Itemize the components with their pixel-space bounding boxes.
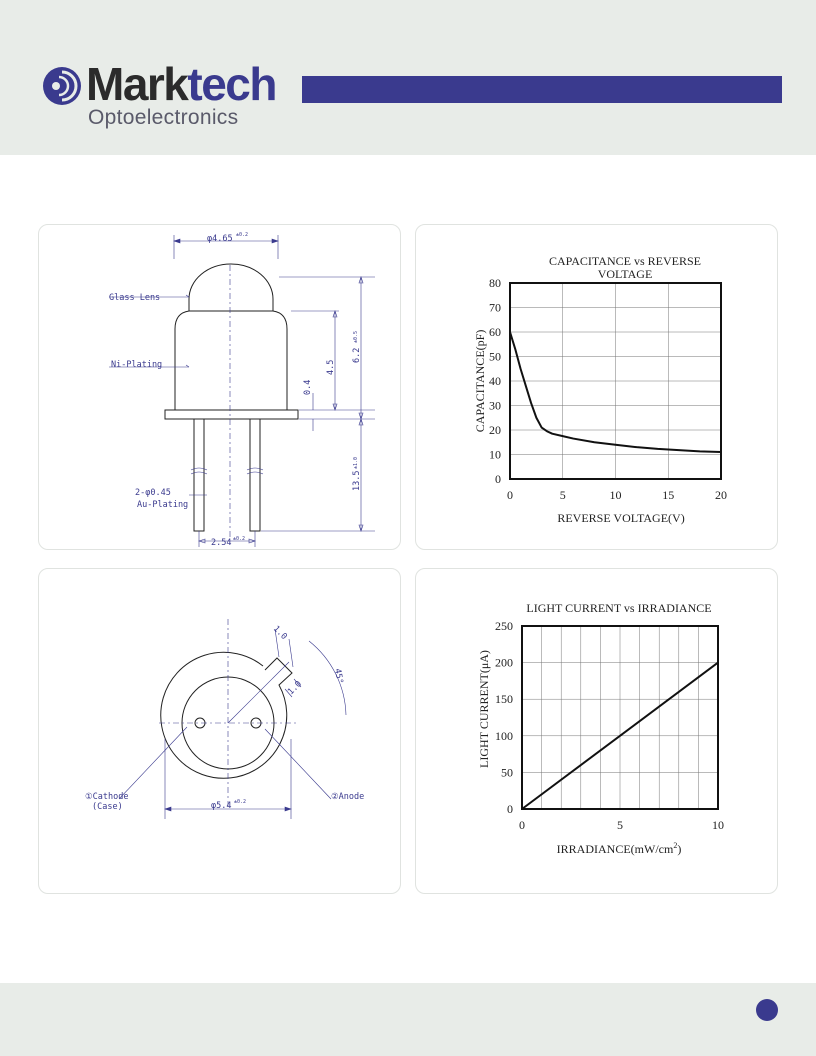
- capacitance-chart: [416, 225, 779, 551]
- x-tick-label: 10: [712, 818, 724, 832]
- label-ni-plating: Ni-Plating: [111, 360, 163, 370]
- x-tick-label: 10: [609, 488, 622, 502]
- brand-tagline: Optoelectronics: [88, 106, 239, 129]
- x-tick-label: 0: [519, 818, 525, 832]
- x-tick-label: 20: [715, 488, 727, 502]
- x-tick-label: 5: [617, 818, 623, 832]
- brand-name-part2: tech: [187, 58, 276, 110]
- page-marker-dot: [756, 999, 778, 1021]
- x-axis-label-end: ): [677, 842, 682, 856]
- glass-lens-outline: [189, 264, 273, 299]
- page-header: [0, 0, 816, 155]
- dim-lead-length: 13.5: [352, 470, 362, 491]
- y-tick-label: 150: [495, 692, 513, 707]
- dim-total-height-tol: ±0.5: [353, 330, 359, 343]
- label-au-plating: Au-Plating: [137, 500, 189, 510]
- y-axis-label: CAPACITANCE(pF): [473, 329, 487, 433]
- dim-total-height: 6.2: [352, 347, 362, 363]
- y-tick-label: 20: [489, 423, 501, 437]
- label-anode: ②Anode: [331, 792, 365, 802]
- brand-name: [86, 58, 276, 110]
- chart-title: LIGHT CURRENT vs IRRADIANCE: [526, 601, 712, 615]
- y-tick-label: 60: [489, 325, 501, 339]
- x-tick-label: 5: [559, 488, 566, 502]
- dim-tab-angle: 45°: [332, 667, 345, 685]
- y-tick-label: 0: [495, 472, 501, 486]
- label-glass-lens: Glass Lens: [109, 293, 161, 303]
- y-tick-label: 0: [507, 802, 513, 816]
- package-outline-drawing: [39, 225, 402, 551]
- dim-lead-length-tol: ±1.0: [353, 456, 359, 469]
- label-cathode-case: (Case): [92, 802, 123, 812]
- x-tick-label: 0: [507, 488, 513, 502]
- label-cathode: ①Cathode: [85, 792, 129, 802]
- y-tick-label: 100: [495, 728, 513, 743]
- y-axis-label: LIGHT CURRENT(μA): [477, 650, 491, 768]
- y-tick-label: 50: [489, 349, 501, 364]
- chart-title-line2: VOLTAGE: [597, 267, 653, 281]
- lead-right: [250, 419, 260, 531]
- x-axis-label-main: IRRADIANCE(mW/cm: [556, 842, 674, 856]
- light-current-chart-panel: [415, 568, 778, 894]
- x-axis-label-sup: 2: [673, 841, 678, 850]
- dim-lead-pitch: 2.54: [211, 538, 232, 548]
- lead-left: [194, 419, 204, 531]
- chart-title-line1: CAPACITANCE vs REVERSE: [549, 254, 701, 268]
- capacitance-chart-panel: [415, 224, 778, 550]
- light-current-chart: [416, 569, 779, 895]
- x-tick-label: 15: [662, 488, 675, 502]
- y-tick-label: 80: [489, 276, 501, 290]
- dim-base-diameter-tol: ±0.2: [234, 799, 247, 805]
- y-tick-label: 40: [489, 374, 501, 388]
- base-view-drawing: [39, 569, 402, 895]
- y-tick-label: 10: [489, 447, 501, 462]
- y-tick-label: 200: [495, 655, 513, 670]
- brand-name-part1: Mark: [86, 58, 188, 110]
- plot-area: [522, 626, 718, 809]
- header-accent-bar: [302, 76, 782, 103]
- page-footer: [0, 983, 816, 1056]
- dim-body-height: 4.5: [326, 359, 336, 375]
- dim-lead-pitch-tol: ±0.2: [233, 536, 246, 542]
- dim-base-diameter: φ5.4: [211, 801, 232, 811]
- dim-lens-diameter-tol: ±0.2: [236, 232, 249, 238]
- label-lead-diameter: 2-φ0.45: [135, 488, 171, 498]
- y-tick-label: 70: [489, 300, 501, 315]
- y-tick-label: 250: [495, 619, 513, 633]
- base-view-panel: [38, 568, 401, 894]
- package-outline-panel: [38, 224, 401, 550]
- x-axis-label: REVERSE VOLTAGE(V): [557, 511, 685, 525]
- dim-tab-width: 1.0: [270, 624, 289, 642]
- x-axis-label: [557, 841, 682, 856]
- plot-area: [510, 283, 721, 479]
- y-tick-label: 30: [489, 398, 501, 413]
- base-outline-with-tab: [161, 652, 292, 778]
- can-body-outline: [175, 311, 287, 410]
- flange-outline: [165, 410, 298, 419]
- dim-lens-diameter: φ4.65: [207, 234, 233, 244]
- dim-tab-length: 1.0: [286, 679, 304, 698]
- y-tick-label: 50: [501, 765, 513, 780]
- dim-flange-thickness: 0.4: [303, 379, 313, 395]
- marktech-logo-icon: [42, 66, 82, 106]
